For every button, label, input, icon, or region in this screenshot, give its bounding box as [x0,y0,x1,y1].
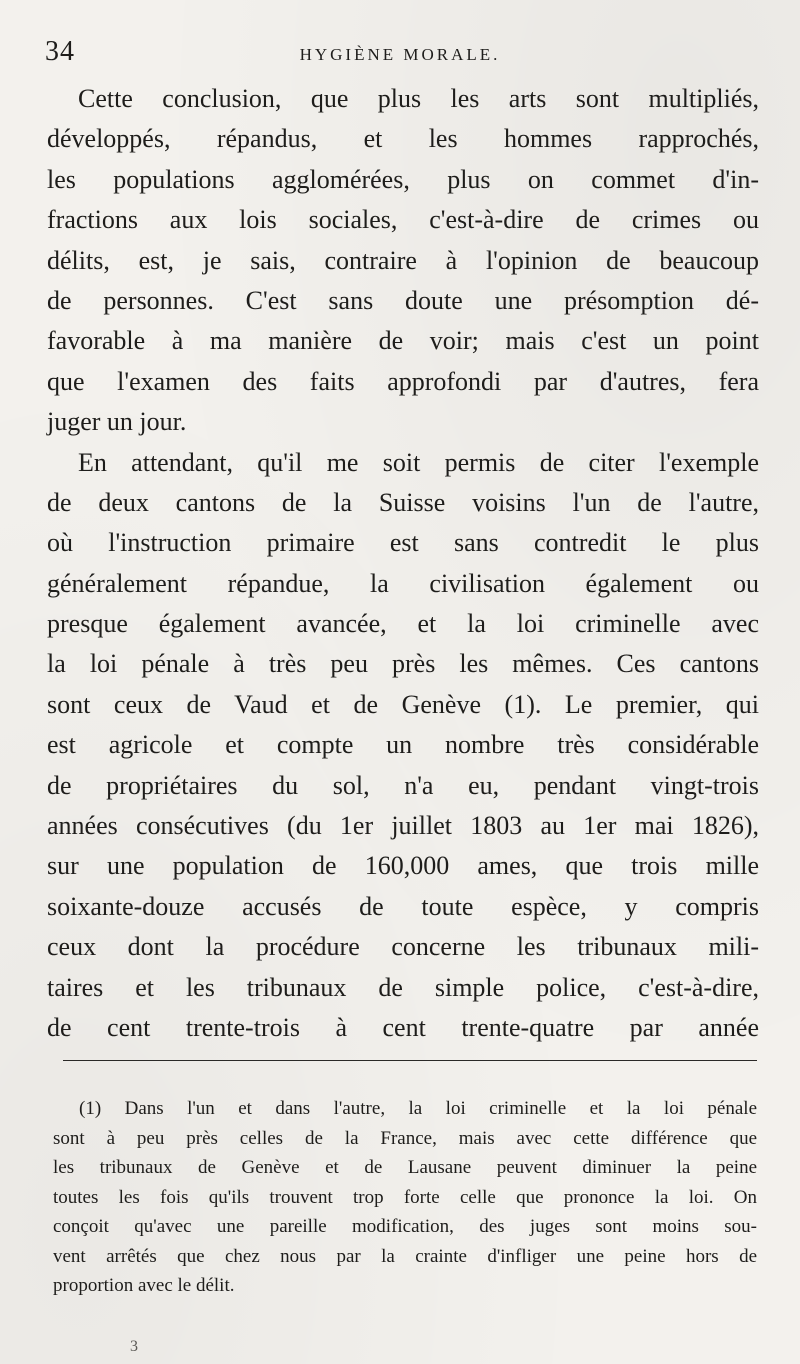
footnote-line: sont à peu près celles de la France, mais avec cette différence que [53,1127,757,1149]
footnote-line: conçoit qu'avec une pareille modification, des juges sont moins sou- [53,1216,757,1237]
text-line: sur une population de 160,000 ames, que trois mille [47,851,759,881]
text-line: ceux dont la procédure concerne les tribunaux mili- [47,932,759,962]
text-line: les populations agglomérées, plus on commet d'in- [47,164,759,194]
page-header [45,30,755,70]
footnote-line: vent arrêtés que chez nous par la crainte d'infliger une peine hors de [53,1245,757,1267]
page-number: 34 [45,36,75,67]
text-line: juger un jour. [47,407,187,437]
text-line: Cette conclusion, que plus les arts sont multipliés, [78,84,759,113]
footnote [53,1094,757,1301]
text-line: que l'examen des faits approfondi par d'autres, fera [47,366,759,396]
text-line: délits, est, je sais, contraire à l'opinion de beaucoup [47,245,759,275]
footnote-line: toutes les fois qu'ils trouvent trop forte celle que prononce la loi. On [53,1186,757,1208]
text-line: favorable à ma manière de voir; mais c'est un point [47,326,759,356]
text-line: En attendant, qu'il me soit permis de citer l'exemple [78,447,759,477]
text-line: de cent trente-trois à cent trente-quatre par année [47,1012,759,1042]
footnote-line: les tribunaux de Genève et de Lausane peuvent diminuer la peine [53,1157,757,1178]
text-line: presque également avancée, et la loi criminelle avec [47,609,759,639]
text-line: sont ceux de Vaud et de Genève (1). Le premier, qui [47,689,759,719]
running-head: HYGIÈNE MORALE. [299,45,501,64]
footnote-line: proportion avec le délit. [53,1275,235,1296]
main-text [47,79,759,1048]
text-line: généralement répandue, la civilisation également ou [47,568,759,598]
text-line: soixante-douze accusés de toute espèce, y compris [47,891,759,921]
text-line: années consécutives (du 1er juillet 1803 au 1er mai 1826), [47,811,759,841]
signature-mark: 3 [130,1338,138,1355]
text-line: de deux cantons de la Suisse voisins l'un de l'autre, [47,487,759,517]
text-line: développés, répandus, et les hommes rapprochés, [47,124,759,154]
footnote-line: (1) Dans l'un et dans l'autre, la loi criminelle et la loi pénale [79,1098,757,1119]
text-line: de propriétaires du sol, n'a eu, pendant vingt-trois [47,770,759,800]
text-line: de personnes. C'est sans doute une présomption dé- [47,285,759,315]
footnote-separator-rule [63,1060,757,1061]
text-line: fractions aux lois sociales, c'est-à-dire de crimes ou [47,205,759,235]
text-line: la loi pénale à très peu près les mêmes. Ces cantons [47,649,759,679]
text-line: taires et les tribunaux de simple police, c'est-à-dire, [47,972,759,1002]
text-line: est agricole et compte un nombre très considérable [47,730,759,760]
text-line: où l'instruction primaire est sans contredit le plus [47,528,759,558]
